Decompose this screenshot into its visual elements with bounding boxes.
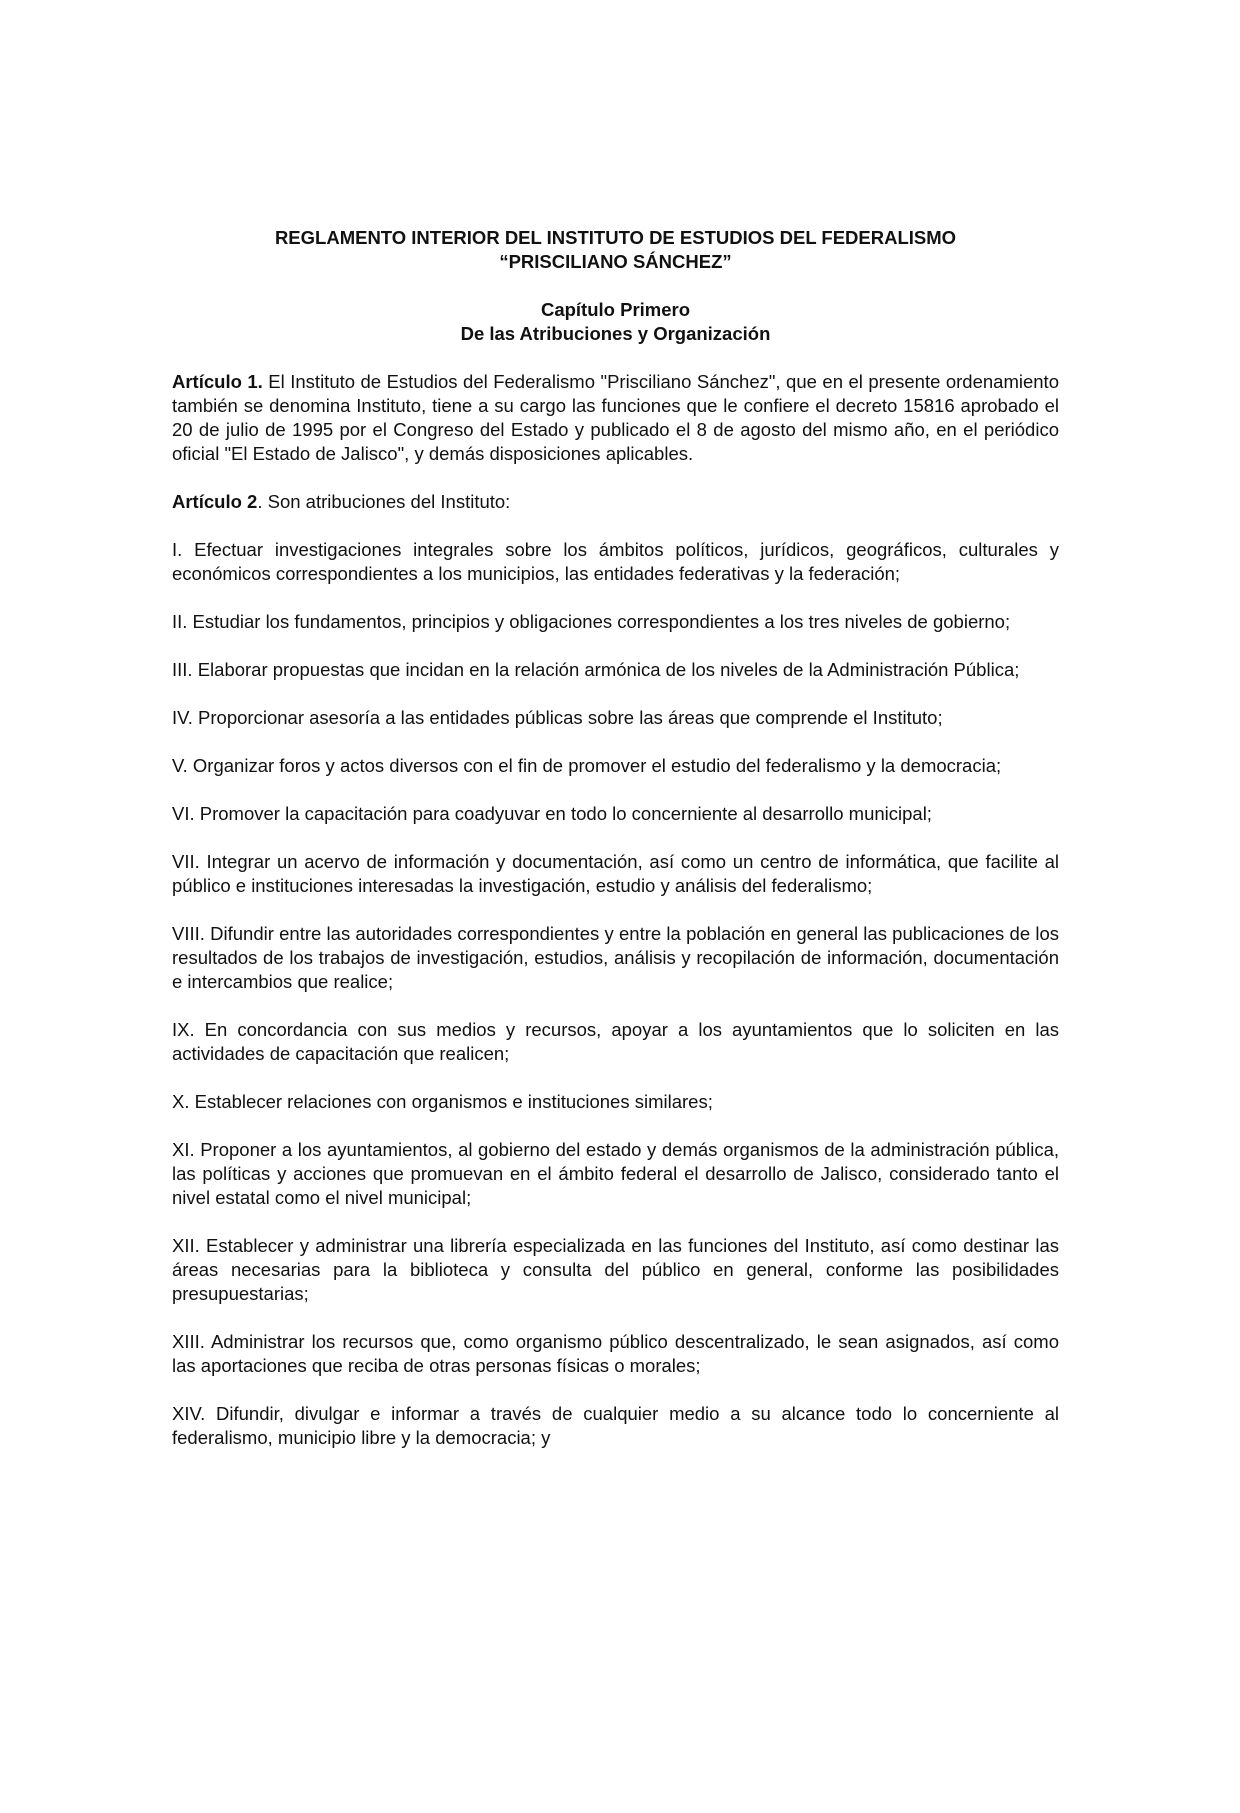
document-title [172,226,1059,274]
article-2-label: Artículo 2 [172,491,258,512]
chapter-line-2: De las Atribuciones y Organización [460,323,771,344]
chapter-heading [172,298,1059,346]
fraction-5: V. Organizar foros y actos diversos con el fin de promover el estudio del federalismo y la democracia; [172,755,1002,776]
chapter-line-1: Capítulo Primero [540,299,691,320]
fraction-14: XIV. Difundir, divulgar e informar a través de cualquier medio a su alcance todo lo concerniente al federalismo, municipio libre y la democracia; y [172,1403,1059,1448]
fraction-8: VIII. Difundir entre las autoridades correspondientes y entre la población en general las publicaciones de los resultados de los trabajos de investigación, estudios, análisis y recopilación de información, documentación e intercambios que realice; [172,923,1059,992]
title-line-1: REGLAMENTO INTERIOR DEL INSTITUTO DE ESTUDIOS DEL FEDERALISMO [274,227,957,248]
fraction-4: IV. Proporcionar asesoría a las entidades públicas sobre las áreas que comprende el Instituto; [172,707,943,728]
article-1-text: El Instituto de Estudios del Federalismo "Prisciliano Sánchez", que en el presente ordenamiento también se denomina Instituto, tiene a su cargo las funciones que le confiere el decreto 15816 aprobado el 20 de julio de 1995 por el Congreso del Estado y publicado el 8 de agosto del mismo año, en el periódico oficial "El Estado de Jalisco", y demás disposiciones aplicables. [172,371,1059,464]
fraction-6: VI. Promover la capacitación para coadyuvar en todo lo concerniente al desarrollo municipal; [172,803,932,824]
fraction-9: IX. En concordancia con sus medios y recursos, apoyar a los ayuntamientos que lo soliciten en las actividades de capacitación que realicen; [172,1019,1059,1064]
fraction-3: III. Elaborar propuestas que incidan en la relación armónica de los niveles de la Administración Pública; [172,659,1020,680]
article-2 [172,490,1059,514]
fraction-1: I. Efectuar investigaciones integrales sobre los ámbitos políticos, jurídicos, geográficos, culturales y económicos correspondientes a los municipios, las entidades federativas y la federación; [172,539,1059,584]
article-2-text: . Son atribuciones del Instituto: [257,491,511,512]
fraction-12: XII. Establecer y administrar una librería especializada en las funciones del Instituto, así como destinar las áreas necesarias para la biblioteca y consulta del público en general, conforme las posibilidades presupuestarias; [172,1235,1059,1304]
fraction-11: XI. Proponer a los ayuntamientos, al gobierno del estado y demás organismos de la administración pública, las políticas y acciones que promuevan en el ámbito federal el desarrollo de Jalisco, considerado tanto el nivel estatal como el nivel municipal; [172,1139,1059,1208]
fraction-2: II. Estudiar los fundamentos, principios y obligaciones correspondientes a los tres niveles de gobierno; [172,611,1011,632]
article-1 [172,370,1059,466]
document-page [172,226,1059,1450]
fraction-10: X. Establecer relaciones con organismos e instituciones similares; [172,1091,713,1112]
fraction-7: VII. Integrar un acervo de información y documentación, así como un centro de informática, que facilite al público e instituciones interesadas la investigación, estudio y análisis del federalismo; [172,851,1059,896]
title-line-2: “PRISCILIANO SÁNCHEZ” [499,251,732,272]
article-1-label: Artículo 1. [172,371,263,392]
fraction-13: XIII. Administrar los recursos que, como organismo público descentralizado, le sean asignados, así como las aportaciones que reciba de otras personas físicas o morales; [172,1331,1059,1376]
